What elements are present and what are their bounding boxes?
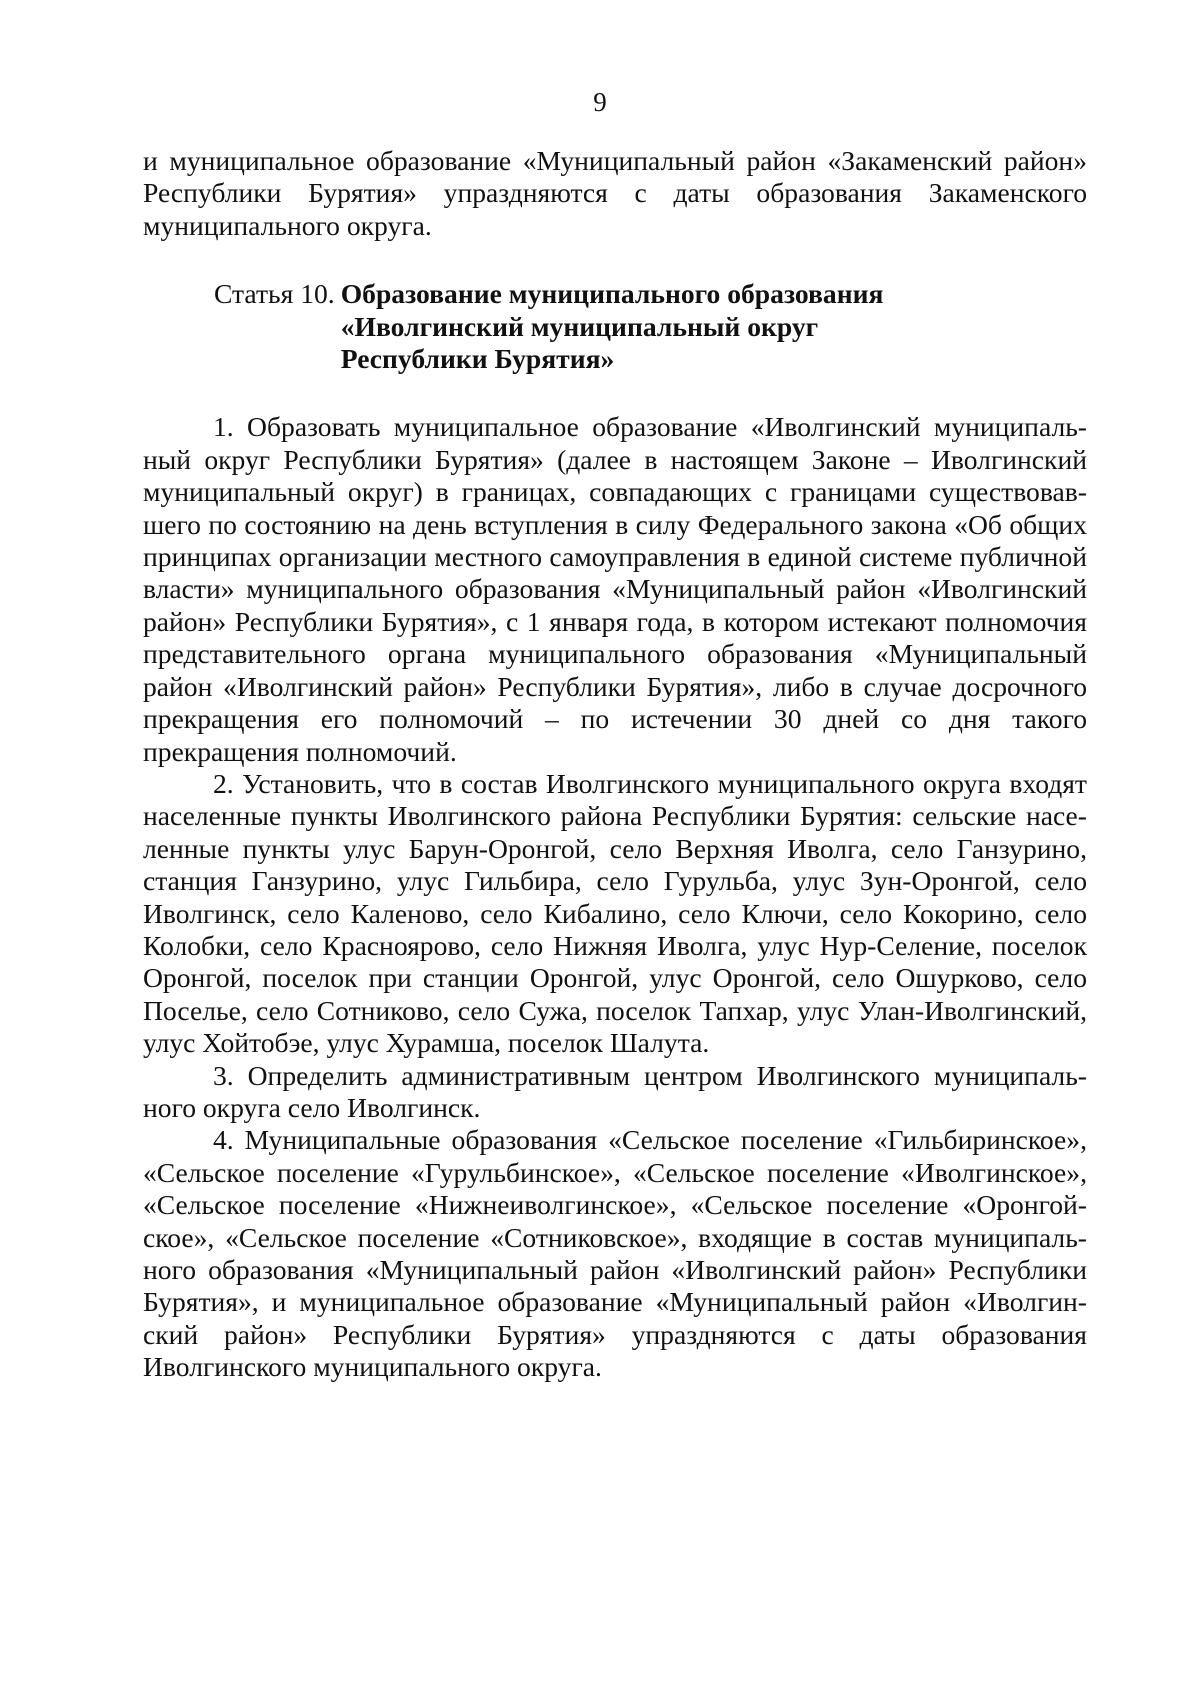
article-label: Статья 10. xyxy=(214,278,335,310)
article-heading xyxy=(143,278,1087,375)
paragraph-1: 1. Образовать муниципальное образование «Иволгинский муниципальный округ Республики Бурятия» (далее в настоящем Законе – Иволгинский муниципальный округ) в границах, совпадающих с границами существовавшего по состоянию на день вступления в силу Федерального закона «Об общих принципах организации местного самоуправления в единой системе публичной власти» муниципального образования «Муниципальный район «Иволгинский район» Республики Бурятия», с 1 января года, в котором истекают полномочия представительного органа муниципального образования «Муниципальный район «Иволгинский район» Республики Бурятия», либо в случае досрочного прекращения его полномочий – по истечении 30 дней со дня такого прекращения полномочий. xyxy=(143,411,1087,767)
page-number: 9 xyxy=(593,87,607,117)
paragraph-4: 4. Муниципальные образования «Сельское поселение «Гильбиринское», «Сельское поселение «Гурульбинское», «Сельское поселение «Иволгинское», «Сельское поселение «Нижнеиволгинское», «Сельское поселение «Оронгойское», «Сельское поселение «Сотниковское», входящие в состав муниципального образования «Муниципальный район «Иволгинский район» Республики Бурятия», и муниципальное образование «Муниципальный район «Иволгинский район» Республики Бурятия» упраздняются с даты образования Иволгинского муниципального округа. xyxy=(143,1124,1087,1383)
paragraph-3: 3. Определить административным центром Иволгинского муниципального округа село Иволгинск. xyxy=(143,1059,1087,1123)
article-title-line: Образование муниципального образования xyxy=(340,278,884,310)
document-body xyxy=(143,145,1087,1384)
continuation-paragraph: и муниципальное образование «Муниципальный район «Закаменский район» Республики Бурятия» упраздняются с даты образования Закаменского муниципального округа. xyxy=(143,145,1087,241)
article-title-line: «Иволгинский муниципальный округ xyxy=(340,310,819,342)
article-title-line: Республики Бурятия» xyxy=(340,343,615,375)
paragraph-2: 2. Установить, что в состав Иволгинского муниципального округа входят населенные пункты Иволгинского района Республики Бурятия: сельские населенные пункты улус Барун-Оронгой, село Верхняя Иволга, село Ганзурино, станция Ганзурино, улус Гильбира, село Гурульба, улус Зун-Оронгой, село Иволгинск, село Каленово, село Кибалино, село Ключи, село Кокорино, село Колобки, село Красноярово, село Нижняя Иволга, улус Нур-Селение, поселок Оронгой, поселок при станции Оронгой, улус Оронгой, село Ошурково, село Поселье, село Сотниково, село Сужа, поселок Тапхар, улус Улан-Иволгинский, улус Хойтобэе, улус Хурамша, поселок Шалута. xyxy=(143,767,1087,1059)
article-title xyxy=(341,278,884,375)
